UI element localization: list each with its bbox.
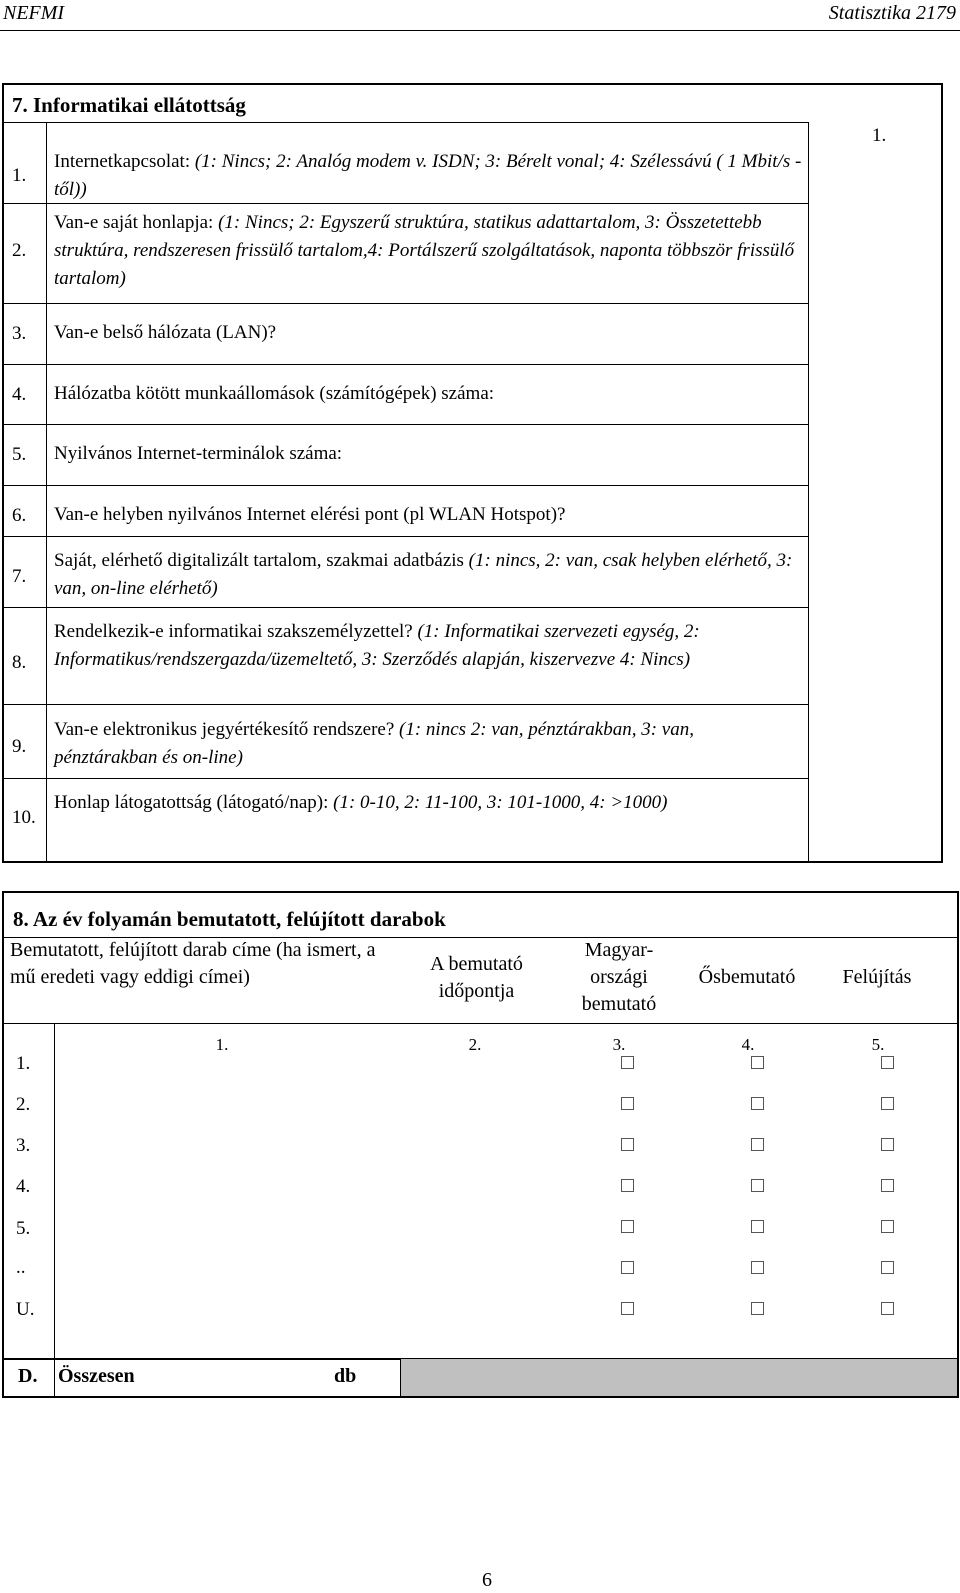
s7-row-4 [4,364,808,365]
s8-total-unit: db [334,1365,357,1387]
s7-row-6-text: Van-e helyben nyilvános Internet elérési pont (pl WLAN Hotspot)? [54,504,566,525]
s8-r6-revival-checkbox[interactable] [881,1261,894,1274]
section-8-title: 8. Az év folyamán bemutatott, felújított darabok [13,907,446,931]
s8-r5-hungarian-checkbox[interactable] [621,1220,634,1233]
s7-row-7-num: 7. [12,566,27,587]
s8-total-label: Összesen [58,1365,135,1387]
section-7-title: 7. Informatikai ellátottság [12,93,246,117]
s8-colnum-1: 1. [215,1035,229,1054]
s7-row-3 [4,303,808,304]
s7-row-6-num: 6. [12,505,27,526]
s8-r6-hungarian-checkbox[interactable] [621,1261,634,1274]
page-number: 6 [482,1569,492,1591]
s7-row-6 [4,485,808,486]
s7-row-9-text: Van-e elektronikus jegyértékesítő rendszere? (1: nincs 2: van, pénztárakban, 3: van, pénztárakban és on-line) [54,719,694,768]
section-8-box [2,891,959,1398]
s7-row-8 [4,607,808,608]
s8-r3-hungarian-checkbox[interactable] [621,1138,634,1151]
s8-row-label-7: U. [16,1299,35,1320]
s8-col-hungarian: Magyar-országi bemutató [581,939,657,1015]
s8-r5-revival-checkbox[interactable] [881,1220,894,1233]
s7-row-3-num: 3. [12,323,27,344]
s8-row-label-2: 2. [16,1094,31,1115]
s8-total-d: D. [18,1365,38,1387]
header-left: NEFMI [3,2,65,24]
s7-row-10-text: Honlap látogatottság (látogató/nap): (1: 0-10, 2: 11-100, 3: 101-1000, 4: >1000) [54,792,668,813]
s7-row-1-num: 1. [12,165,27,186]
s8-r2-hungarian-checkbox[interactable] [621,1097,634,1110]
s7-row-5-num: 5. [12,444,27,465]
s8-colnum-3: 3. [612,1035,626,1054]
s8-col-revival: Felújítás [842,966,912,988]
s7-row-9-num: 9. [12,736,27,757]
s8-r7-hungarian-checkbox[interactable] [621,1302,634,1315]
s7-row-9 [4,704,808,705]
s8-col-title: Bemutatott, felújított darab címe (ha ismert, a mű eredeti vagy eddigi címei) [10,939,376,988]
s8-colnum-5: 5. [871,1035,885,1054]
s8-total-shaded-area [400,1359,957,1396]
s8-row-label-3: 3. [16,1135,31,1156]
s8-row-label-6: .. [16,1257,26,1278]
s8-r7-premiere-checkbox[interactable] [751,1302,764,1315]
s8-r1-revival-checkbox[interactable] [881,1056,894,1069]
s7-row-2-text: Van-e saját honlapja: (1: Nincs; 2: Egyszerű struktúra, statikus adattartalom, 3: Összetettebb struktúra, rendszeresen frissülő tartalom,4: Portálszerű szolgáltatások, naponta többször frissülő tartalom) [54,212,795,289]
s7-row-1-text: Internetkapcsolat: (1: Nincs; 2: Analóg modem v. ISDN; 3: Bérelt vonal; 4: Szélessávú ( 1 Mbit/s -től)) [54,151,802,200]
s8-col-date: A bemutató időpontja [430,953,523,1002]
s8-colnum-4: 4. [741,1035,755,1054]
s8-rowlabel-divider [54,1023,55,1396]
s7-row-7 [4,536,808,537]
s8-r7-revival-checkbox[interactable] [881,1302,894,1315]
s7-row-7-text: Saját, elérhető digitalizált tartalom, szakmai adatbázis (1: nincs, 2: van, csak helyben elérhető, 3: van, on-line elérhető) [54,550,793,599]
s8-row-label-5: 5. [16,1218,31,1239]
s7-row-5 [4,424,808,425]
s8-r1-premiere-checkbox[interactable] [751,1056,764,1069]
s7-row-8-text: Rendelkezik-e informatikai szakszemélyzettel? (1: Informatikai szervezeti egység, 2: Informatikus/rendszergazda/üzemeltető, 3: Szerződés alapján, kiszervezve 4: Nincs) [54,621,700,670]
s8-r4-revival-checkbox[interactable] [881,1179,894,1192]
s8-r5-premiere-checkbox[interactable] [751,1220,764,1233]
s8-r4-hungarian-checkbox[interactable] [621,1179,634,1192]
s8-r6-premiere-checkbox[interactable] [751,1261,764,1274]
s7-row-10 [4,778,808,779]
s8-row-label-4: 4. [16,1176,31,1197]
s8-colnum-2: 2. [468,1035,482,1054]
s8-header-divider [4,1023,957,1024]
answer-column-divider [808,122,809,861]
s8-r3-revival-checkbox[interactable] [881,1138,894,1151]
s8-r3-premiere-checkbox[interactable] [751,1138,764,1151]
s7-row-8-num: 8. [12,652,27,673]
s7-row-2-num: 2. [12,240,27,261]
s8-total-divider-v [400,1358,401,1396]
s8-r2-premiere-checkbox[interactable] [751,1097,764,1110]
section-7-box [2,83,943,863]
s8-row-label-1: 1. [16,1053,31,1074]
s8-r2-revival-checkbox[interactable] [881,1097,894,1110]
header-right: Statisztika 2179 [828,2,956,24]
s7-row-4-text: Hálózatba kötött munkaállomások (számítógépek) száma: [54,383,495,404]
answer-column-label: 1. [872,125,887,146]
s8-r4-premiere-checkbox[interactable] [751,1179,764,1192]
page-header [0,0,960,31]
s7-row-10-num: 10. [12,807,36,828]
s7-row-5-text: Nyilvános Internet-terminálok száma: [54,443,343,464]
s7-row-4-num: 4. [12,384,27,405]
s8-r1-hungarian-checkbox[interactable] [621,1056,634,1069]
s7-row-3-text: Van-e belső hálózata (LAN)? [54,322,277,343]
s8-col-premiere: Ősbemutató [698,966,796,988]
